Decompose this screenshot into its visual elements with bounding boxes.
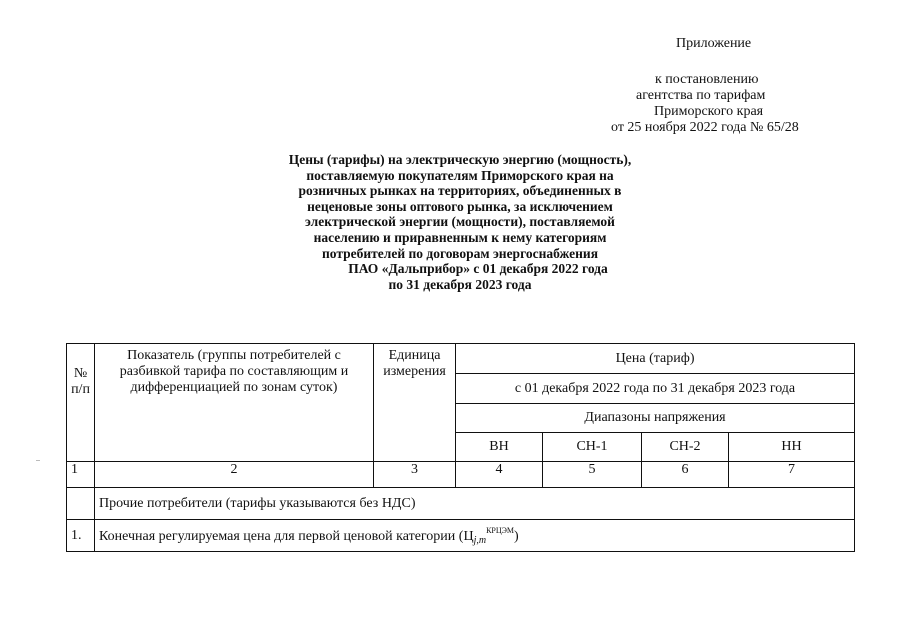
annex-title: Приложение: [676, 36, 752, 51]
annex-line: от 25 ноября 2022 года № 65/28: [611, 120, 799, 135]
voltage-nn: НН: [729, 433, 855, 462]
document-heading: [240, 152, 680, 292]
heading-line: Цены (тарифы) на электрическую энергию (мощность),: [288, 152, 632, 167]
row-description-text: Конечная регулируемая цена для первой ценовой категории (Ц: [99, 528, 474, 544]
tariff-table: [66, 343, 855, 552]
heading-line: потребителей по договорам энергоснабжения: [321, 245, 599, 261]
voltage-sn2: СН-2: [642, 433, 729, 462]
column-numbers-row: [67, 462, 855, 488]
column-number-cell: 1: [67, 462, 95, 488]
section-title: Прочие потребители (тарифы указываются без НДС): [95, 488, 855, 520]
heading-line: электрической энергии (мощности), поставляемой: [305, 214, 615, 230]
header-number: № п/п: [67, 344, 95, 462]
heading-line: ПАО «Дальприбор» с 01 декабря 2022 года: [348, 261, 608, 277]
column-number-cell: 2: [95, 462, 374, 488]
column-number-cell: 3: [374, 462, 456, 488]
scan-mark: [36, 460, 40, 461]
heading-line: поставляемую покупателям Приморского края на: [306, 167, 614, 183]
header-period: с 01 декабря 2022 года по 31 декабря 2023 года: [456, 374, 855, 404]
annex-line: к постановлению: [655, 72, 759, 87]
header-unit: Единица измерения: [374, 344, 456, 462]
heading-line: по 31 декабря 2023 года: [388, 276, 532, 292]
section-number-cell: [67, 488, 95, 520]
column-number-cell: 6: [642, 462, 729, 488]
row-description-close: ): [514, 528, 519, 544]
row-description: [95, 520, 855, 552]
column-number-cell: 7: [729, 462, 855, 488]
heading-line: розничных рынках на территориях, объединенных в: [298, 183, 622, 199]
table-row: [67, 520, 855, 552]
row-number: 1.: [67, 520, 95, 552]
column-number-cell: 5: [543, 462, 642, 488]
row-description-subscript: j,m: [473, 534, 487, 546]
voltage-sn1: СН-1: [543, 433, 642, 462]
header-price: Цена (тариф): [456, 344, 855, 374]
header-voltage-ranges: Диапазоны напряжения: [456, 404, 855, 433]
annex-line: агентства по тарифам: [636, 88, 766, 103]
voltage-vn: ВН: [456, 433, 543, 462]
heading-line: населению и приравненным к нему категориям: [313, 229, 607, 245]
heading-line: неценовые зоны оптового рынка, за исключением: [307, 198, 613, 214]
header-indicator: Показатель (группы потребителей с разбивкой тарифа по составляющим и дифференциацией по зонам суток): [95, 344, 374, 462]
column-number-cell: 4: [456, 462, 543, 488]
annex-line: Приморского края: [654, 104, 764, 119]
row-description-superscript: КРЦЭМ: [486, 525, 515, 535]
